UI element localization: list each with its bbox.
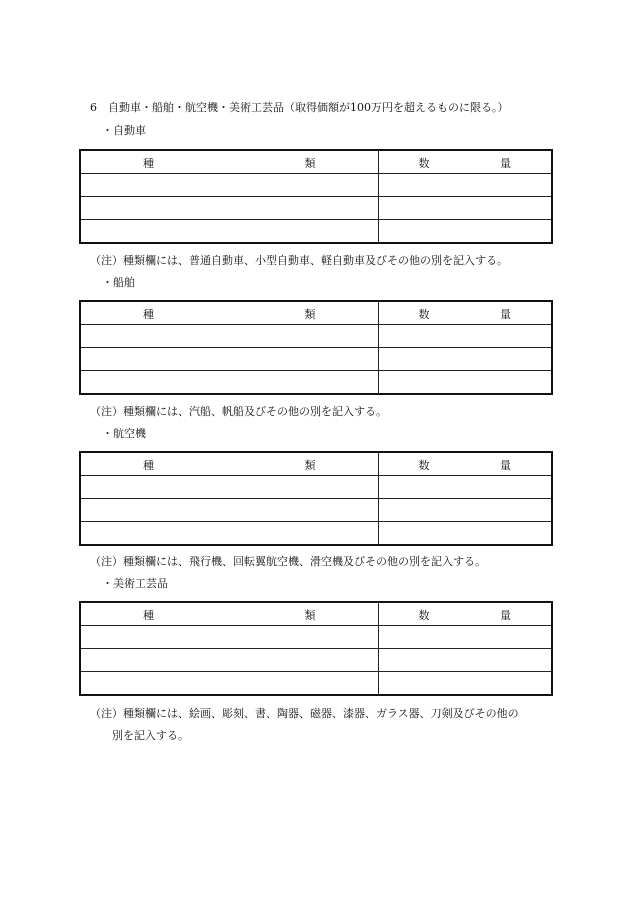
note-art-crafts-continued: 別を記入する。 [112,729,189,742]
quantity-cell[interactable] [378,649,552,672]
kind-cell[interactable] [80,522,378,546]
note-automobile: （注）種類欄には、普通自動車、小型自動車、軽自動車及びその他の別を記入する。 [90,254,508,267]
header-quantity: 数 量 [378,602,552,626]
header-kind: 種 類 [80,301,378,325]
table-header-row [80,301,552,325]
header-kind: 種 類 [80,150,378,174]
table-art-crafts [79,601,553,696]
table-ship [79,300,553,395]
section-title: 6 自動車・船舶・航空機・美術工芸品（取得価額が100万円を超えるものに限る。） [90,101,509,114]
table-row [80,220,552,244]
quantity-cell[interactable] [378,672,552,696]
table-row [80,522,552,546]
note-aircraft: （注）種類欄には、飛行機、回転翼航空機、滑空機及びその他の別を記入する。 [90,555,486,568]
kind-cell[interactable] [80,476,378,499]
header-quantity: 数 量 [378,452,552,476]
kind-cell[interactable] [80,499,378,522]
quantity-cell[interactable] [378,522,552,546]
table-header-row [80,452,552,476]
table-row [80,197,552,220]
kind-cell[interactable] [80,672,378,696]
header-quantity: 数 量 [378,301,552,325]
kind-cell[interactable] [80,649,378,672]
note-ship: （注）種類欄には、汽船、帆船及びその他の別を記入する。 [90,405,387,418]
kind-cell[interactable] [80,371,378,395]
note-art-crafts: （注）種類欄には、絵画、彫刻、書、陶器、磁器、漆器、ガラス器、刀剣及びその他の [90,707,519,720]
kind-cell[interactable] [80,174,378,197]
subtitle-ship: ・船舶 [102,276,135,289]
table-row [80,649,552,672]
table-row [80,672,552,696]
quantity-cell[interactable] [378,197,552,220]
header-kind: 種 類 [80,602,378,626]
subtitle-automobile: ・自動車 [102,124,146,137]
table-row [80,626,552,649]
table-row [80,174,552,197]
table-row [80,325,552,348]
subtitle-aircraft: ・航空機 [102,427,146,440]
quantity-cell[interactable] [378,220,552,244]
quantity-cell[interactable] [378,371,552,395]
table-automobile [79,149,553,244]
table-header-row [80,602,552,626]
header-quantity: 数 量 [378,150,552,174]
table-header-row [80,150,552,174]
subtitle-art-crafts: ・美術工芸品 [102,577,168,590]
kind-cell[interactable] [80,197,378,220]
quantity-cell[interactable] [378,476,552,499]
kind-cell[interactable] [80,325,378,348]
kind-cell[interactable] [80,348,378,371]
header-kind: 種 類 [80,452,378,476]
quantity-cell[interactable] [378,499,552,522]
quantity-cell[interactable] [378,174,552,197]
kind-cell[interactable] [80,220,378,244]
quantity-cell[interactable] [378,325,552,348]
table-row [80,476,552,499]
table-row [80,499,552,522]
table-aircraft [79,451,553,546]
kind-cell[interactable] [80,626,378,649]
table-row [80,371,552,395]
quantity-cell[interactable] [378,348,552,371]
table-row [80,348,552,371]
quantity-cell[interactable] [378,626,552,649]
